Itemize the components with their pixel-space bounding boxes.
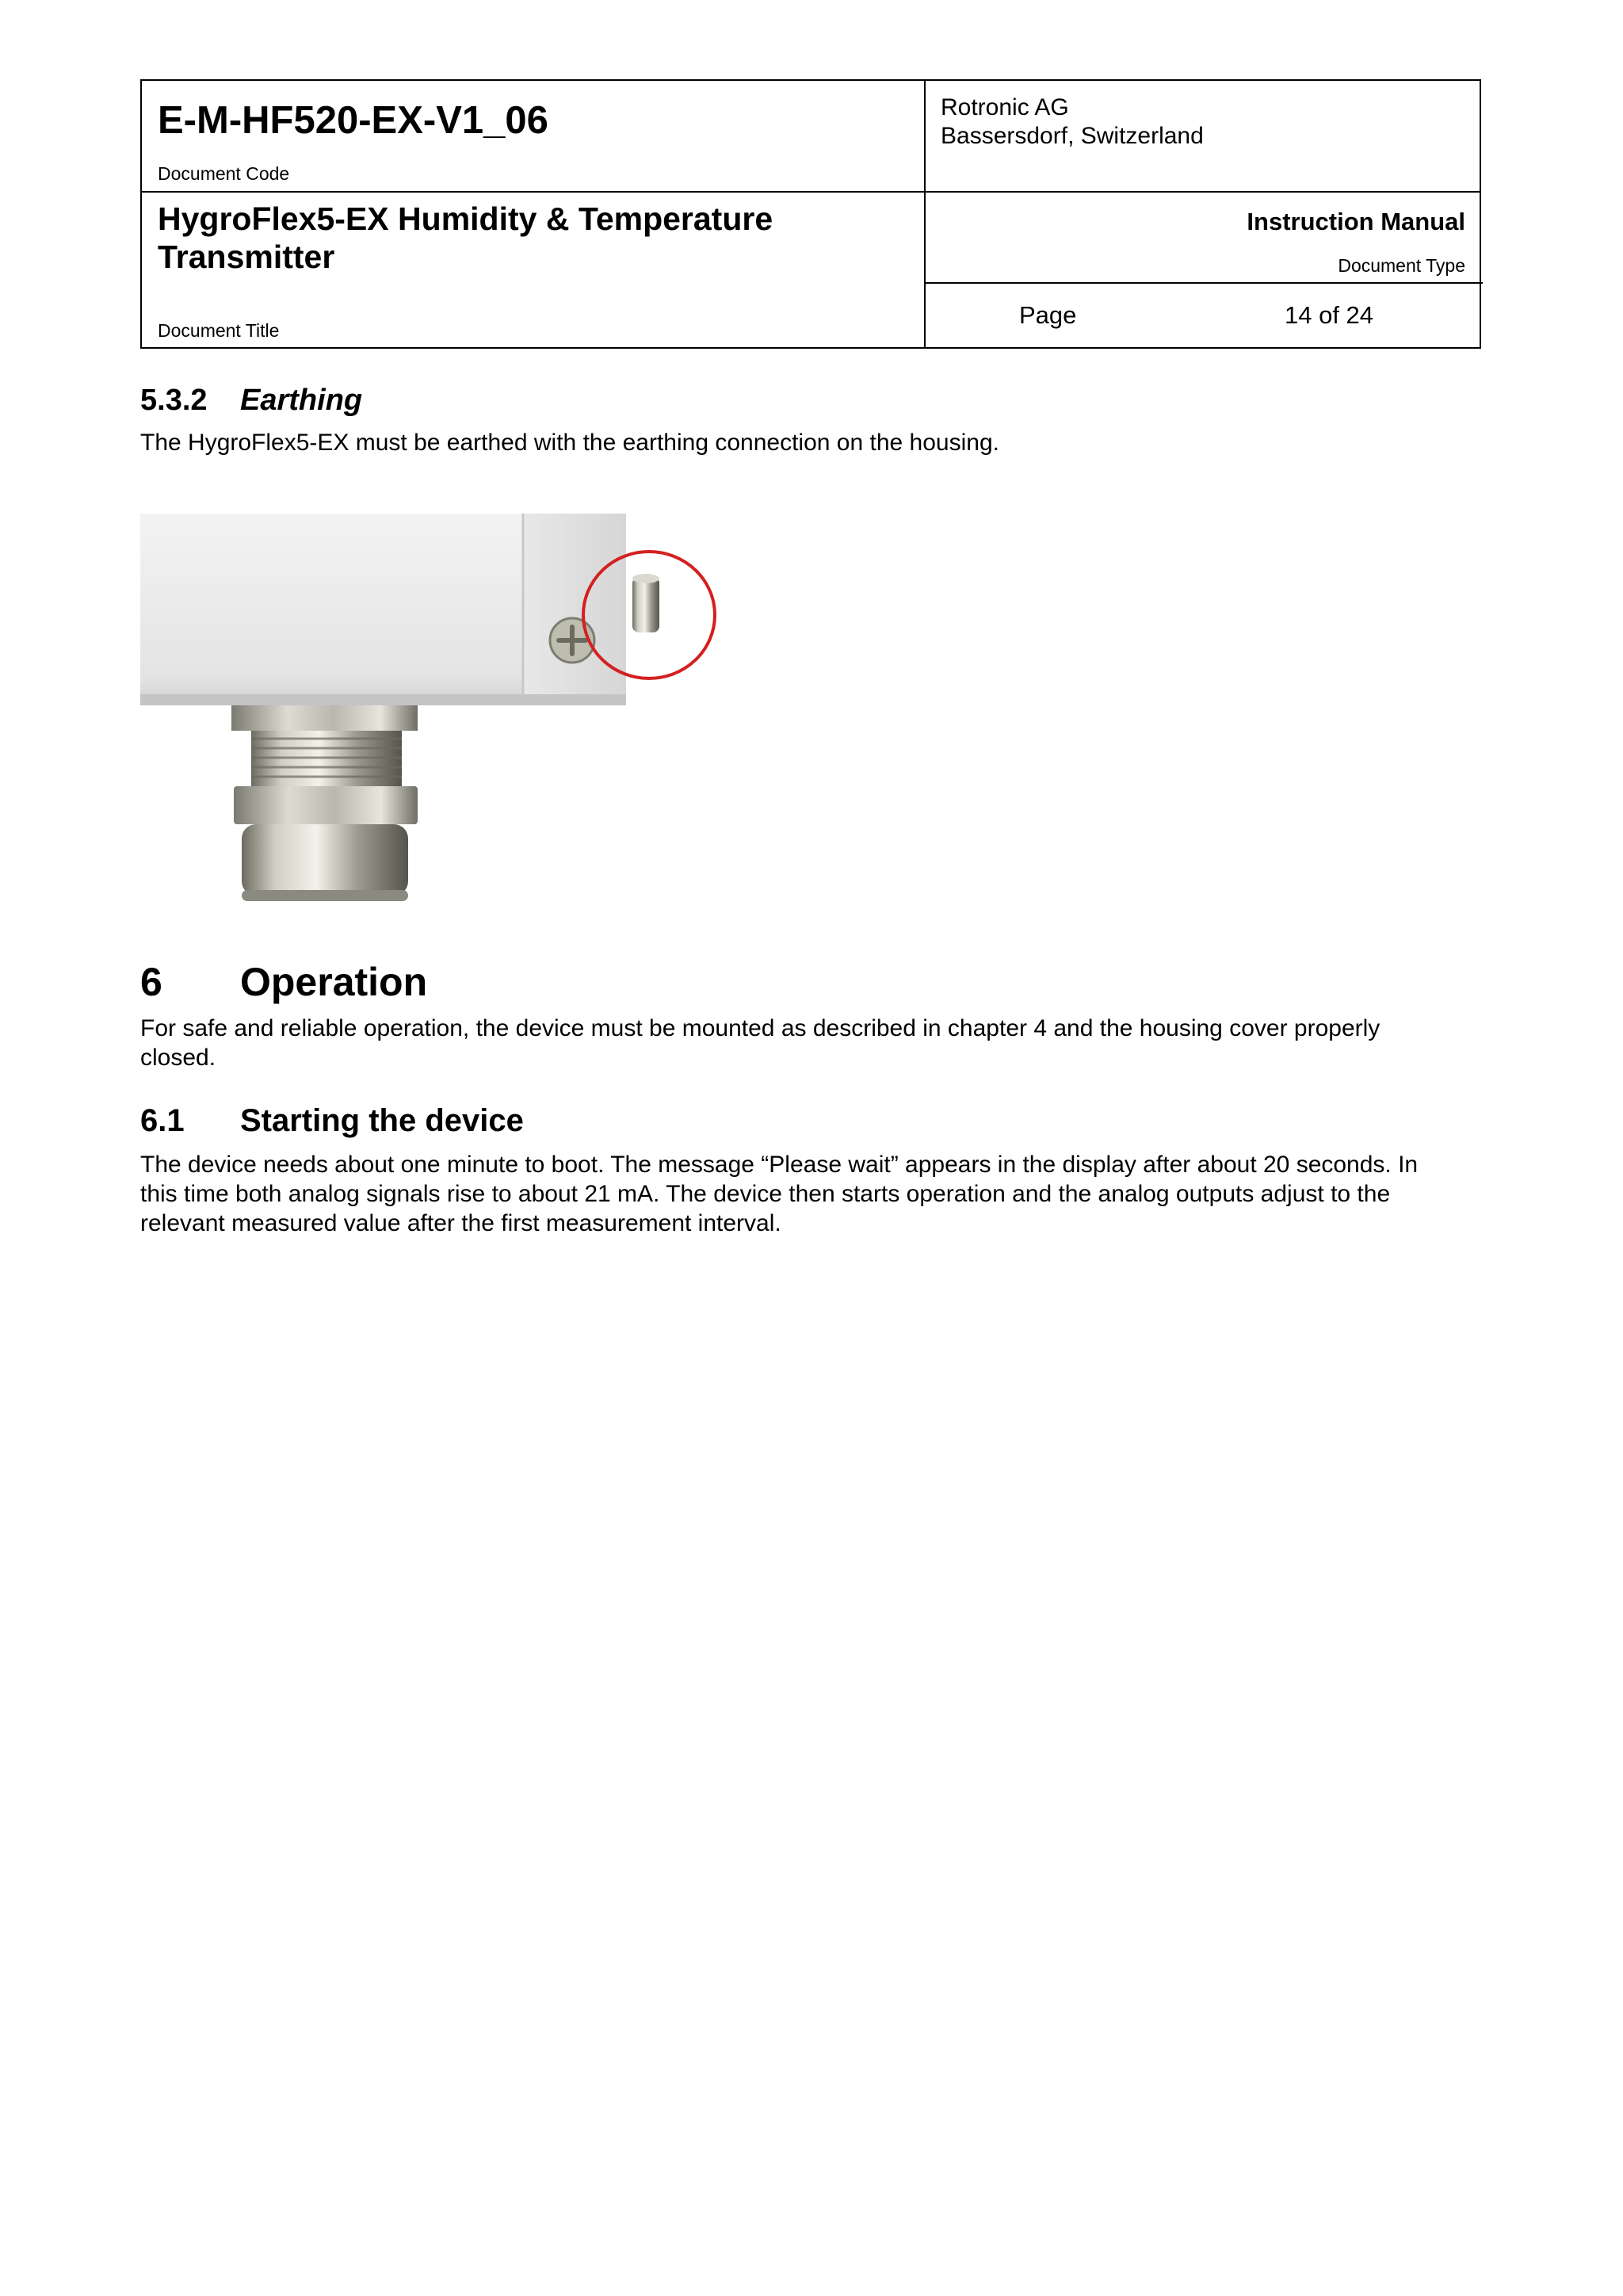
document-type: Instruction Manual: [1247, 208, 1465, 235]
header-divider-horizontal: [142, 191, 1480, 193]
earthing-paragraph: The HygroFlex5-EX must be earthed with the earthing connection on the housing.: [140, 430, 999, 456]
section-heading-starting-device: [140, 1103, 524, 1139]
document-title-line2: Transmitter: [158, 239, 335, 275]
cable-gland-icon: [231, 705, 418, 901]
section-heading-earthing: [140, 384, 362, 418]
earth-terminal-icon: [632, 574, 659, 632]
section-title: Earthing: [240, 384, 363, 417]
starting-device-paragraph-line: this time both analog signals rise to about 21 mA. The device then starts operation and the analog outputs adjust to the: [140, 1181, 1391, 1207]
starting-device-paragraph: [140, 1150, 1418, 1238]
document-code-label: Document Code: [158, 163, 290, 184]
chapter-heading-operation: [140, 959, 427, 1005]
operation-paragraph-line: For safe and reliable operation, the device must be mounted as described in chapter 4 and the housing cover properly: [140, 1015, 1381, 1041]
earthing-connection-photo: [140, 514, 719, 906]
page-number: 14 of 24: [1285, 301, 1374, 329]
document-title: [158, 200, 871, 276]
starting-device-paragraph-line: The device needs about one minute to boot. The message “Please wait” appears in the display after about 20 seconds. In: [140, 1152, 1419, 1178]
document-header-table: [140, 79, 1481, 349]
section-title: Starting the device: [240, 1103, 524, 1138]
operation-paragraph-line: closed.: [140, 1045, 216, 1071]
housing-side: [523, 514, 626, 705]
chapter-number: 6: [140, 960, 162, 1004]
chapter-title: Operation: [240, 960, 428, 1004]
header-divider-vertical: [924, 81, 926, 347]
section-number: 6.1: [140, 1103, 185, 1138]
document-code: E-M-HF520-EX-V1_06: [158, 99, 548, 142]
company-location: Bassersdorf, Switzerland: [941, 123, 1204, 149]
operation-paragraph: [140, 1014, 1380, 1072]
company-info: [941, 94, 1204, 151]
header-divider-page-row: [926, 282, 1483, 284]
document-type-label: Document Type: [1338, 255, 1465, 276]
housing-front: [140, 514, 523, 705]
document-title-line1: HygroFlex5-EX Humidity & Temperature: [158, 201, 773, 237]
starting-device-paragraph-line: relevant measured value after the first measurement interval.: [140, 1210, 781, 1236]
company-name: Rotronic AG: [941, 94, 1069, 120]
section-number: 5.3.2: [140, 384, 208, 417]
document-title-label: Document Title: [158, 320, 280, 341]
page-label: Page: [1019, 301, 1077, 329]
